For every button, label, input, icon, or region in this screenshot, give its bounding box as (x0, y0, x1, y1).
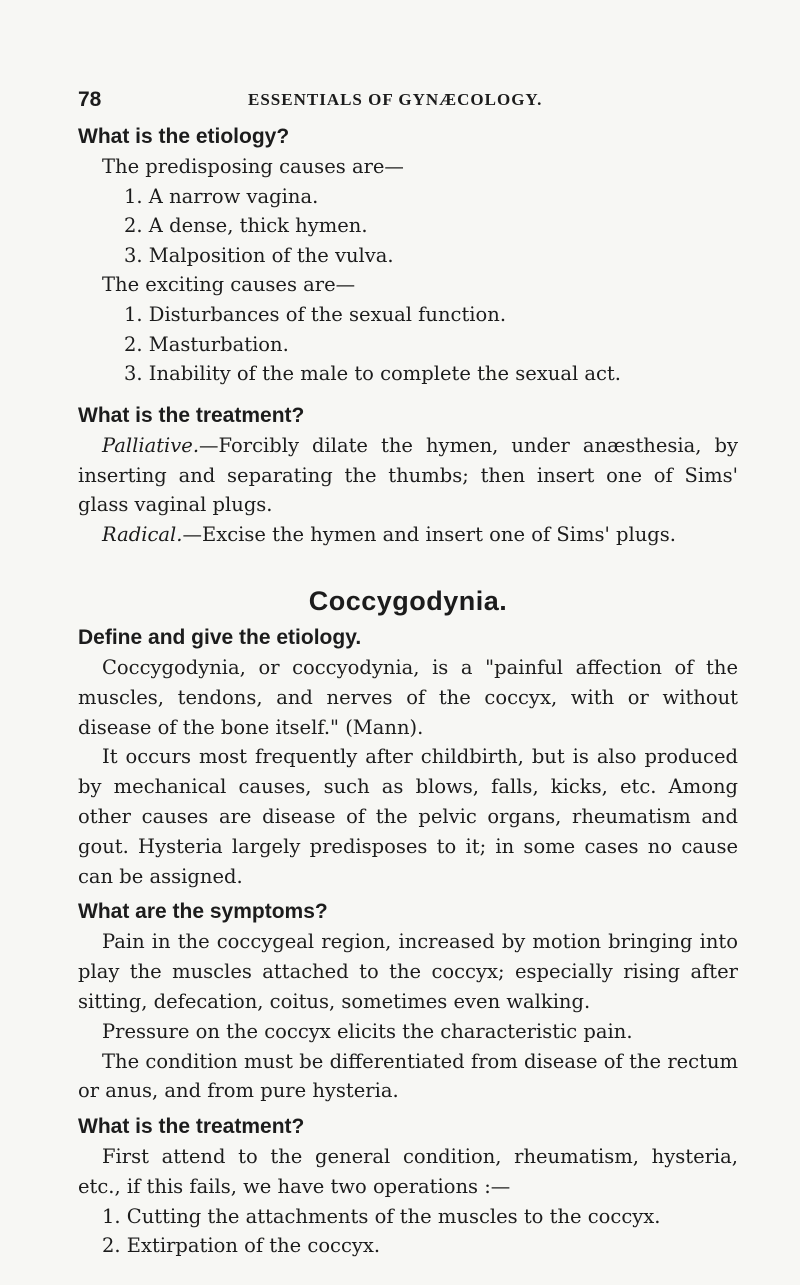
operation-item: 2. Extirpation of the coccyx. (102, 1234, 381, 1258)
question-etiology: What is the etiology? (78, 125, 290, 148)
predisposing-item: 3. Malposition of the vulva. (124, 243, 394, 267)
palliative-paragraph (78, 431, 738, 520)
running-head (78, 88, 738, 118)
exciting-intro: The exciting causes are— (102, 273, 356, 297)
operation-item: 1. Cutting the attachments of the muscles to the coccyx. (102, 1204, 661, 1228)
radical-paragraph (78, 520, 738, 550)
predisposing-item: 1. A narrow vagina. (124, 184, 319, 208)
differential-paragraph: The condition must be differentiated from disease of the rectum or anus, and from pure hysteria. (78, 1049, 738, 1103)
pressure-paragraph: Pressure on the coccyx elicits the characteristic pain. (102, 1019, 633, 1043)
question-define: Define and give the etiology. (78, 625, 362, 649)
page-body (78, 122, 738, 1261)
question-treatment: What is the treatment? (78, 403, 305, 427)
running-title: ESSENTIALS OF GYNÆCOLOGY. (248, 90, 543, 109)
radical-text: —Excise the hymen and insert one of Sims' plugs. (182, 523, 676, 547)
definition-paragraph: Coccygodynia, or coccyodynia, is a "painful affection of the muscles, tendons, and nerves of the coccyx, with or without disease of the bone itself." (Mann). (78, 655, 738, 739)
predisposing-intro: The predisposing causes are— (102, 155, 404, 178)
question-symptoms: What are the symptoms? (78, 900, 328, 924)
exciting-item: 3. Inability of the male to complete the sexual act. (124, 362, 621, 386)
palliative-label: Palliative. (102, 433, 200, 457)
palliative-text: —Forcibly dilate the hymen, under anæsthesia, by inserting and separating the thumbs; then insert one of Sims' glass vaginal plugs. (78, 433, 738, 517)
section-title: Coccygodynia. (308, 585, 508, 616)
exciting-item: 1. Disturbances of the sexual function. (124, 302, 507, 326)
etiology-paragraph: It occurs most frequently after childbirth, but is also produced by mechanical causes, such as blows, falls, kicks, etc. Among other causes are disease of the pelvic organs, rheumatism and gout. Hysteria largely predisposes to it; in some cases no cause can be assigned. (78, 745, 738, 888)
symptoms-paragraph: Pain in the coccygeal region, increased by motion bringing into play the muscles attached to the coccyx; especially rising after sitting, defecation, coitus, sometimes even walking. (78, 930, 738, 1013)
treatment-paragraph: First attend to the general condition, rheumatism, hysteria, etc., if this fails, we have two operations :— (78, 1145, 738, 1198)
exciting-item: 2. Masturbation. (124, 332, 289, 356)
question-treatment-coccygodynia: What is the treatment? (78, 1115, 305, 1139)
radical-label: Radical. (102, 523, 183, 547)
page-number: 78 (78, 88, 102, 111)
predisposing-item: 2. A dense, thick hymen. (124, 214, 368, 238)
